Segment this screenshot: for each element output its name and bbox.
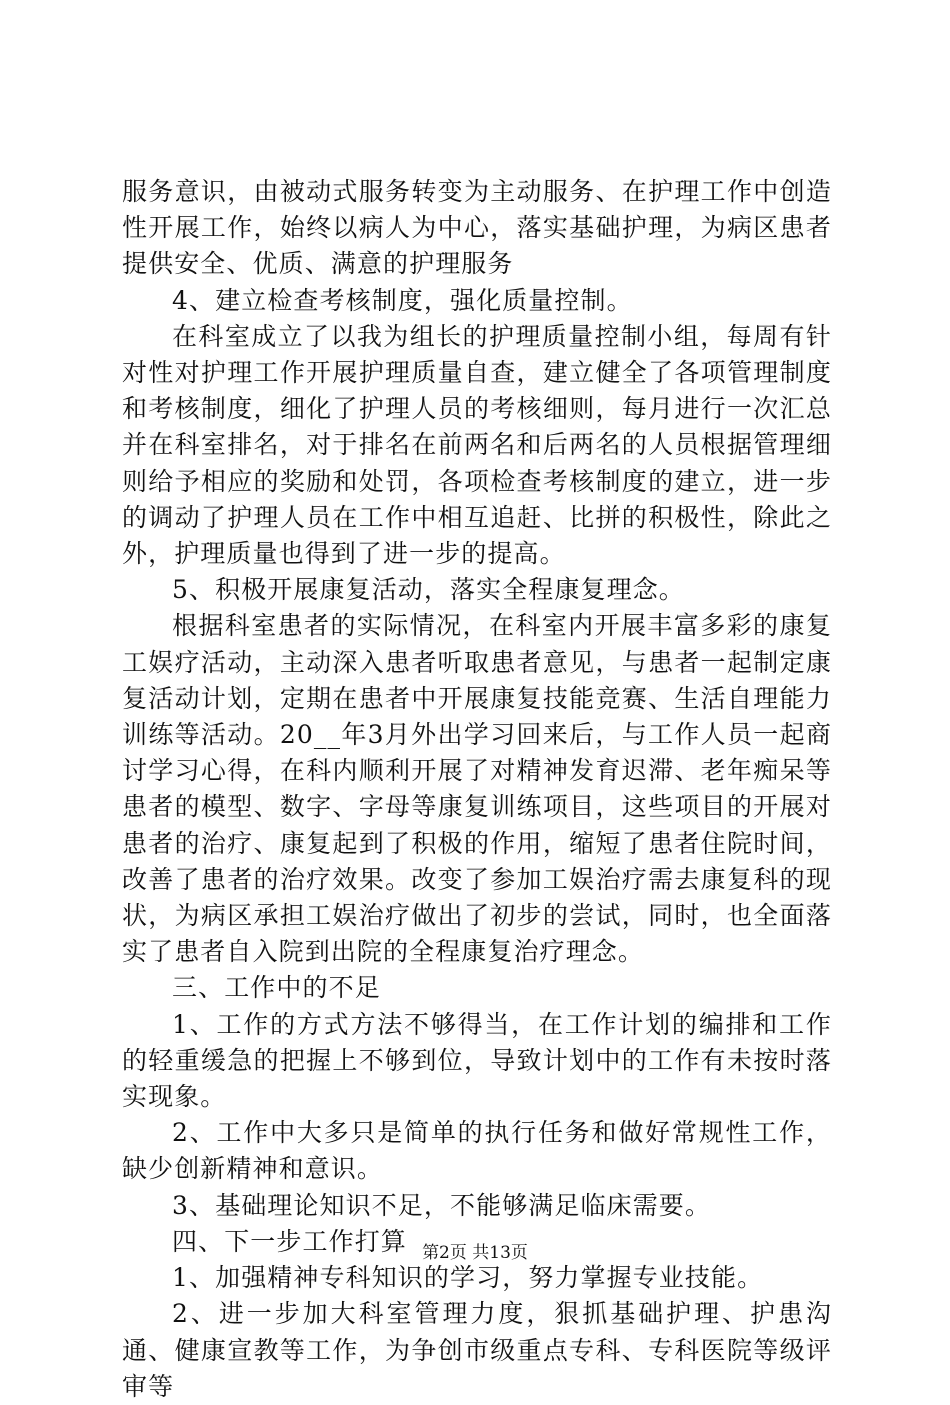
paragraph-7: 1、工作的方式方法不够得当，在工作计划的编排和工作的轻重缓急的把握上不够到位，导致计划中的工作有未按时落实现象。 (122, 1009, 832, 1112)
section-heading-shortcomings: 三、工作中的不足 (172, 973, 381, 1003)
paragraph-8: 2、工作中大多只是简单的执行任务和做好常规性工作，缺少创新精神和意识。 (122, 1118, 832, 1184)
page-number-label: 第2页 共13页 (422, 1243, 528, 1263)
paragraph-12: 2、进一步加大科室管理力度，狠抓基础护理、护患沟通、健康宣教等工作，为争创市级重点专科、专科医院等级评审等 (122, 1299, 832, 1401)
paragraph-2: 4、建立检查考核制度，强化质量控制。 (172, 285, 633, 315)
paragraph-4: 5、积极开展康复活动，落实全程康复理念。 (172, 575, 685, 605)
paragraph-5: 根据科室患者的实际情况，在科室内开展丰富多彩的康复工娱疗活动，主动深入患者听取患者意见，与患者一起制定康复活动计划，定期在患者中开展康复技能竞赛、生活自理能力训练等活动。20__年3月外出学习回来后，与工作人员一起商讨学习心得，在科内顺利开展了对精神发育迟滞、老年痴呆等患者的模型、数字、字母等康复训练项目，这些项目的开展对患者的治疗、康复起到了积极的作用，缩短了患者住院时间，改善了患者的治疗效果。改变了参加工娱治疗需去康复科的现状，为病区承担工娱治疗做出了初步的尝试，同时，也全面落实了患者自入院到出院的全程康复治疗理念。 (122, 611, 832, 967)
paragraph-1: 服务意识，由被动式服务转变为主动服务、在护理工作中创造性开展工作，始终以病人为中心，落实基础护理，为病区患者提供安全、优质、满意的护理服务 (122, 177, 832, 279)
paragraph-9: 3、基础理论知识不足，不能够满足临床需要。 (172, 1190, 712, 1220)
page-footer (0, 1242, 950, 1264)
paragraph-11: 1、加强精神专科知识的学习，努力掌握专业技能。 (172, 1263, 764, 1293)
section-heading-next-steps: 四、下一步工作打算 (172, 1226, 407, 1256)
paragraph-3: 在科室成立了以我为组长的护理质量控制小组，每周有针对性对护理工作开展护理质量自查，建立健全了各项管理制度和考核制度，细化了护理人员的考核细则，每月进行一次汇总并在科室排名，对于排名在前两名和后两名的人员根据管理细则给予相应的奖励和处罚，各项检查考核制度的建立，进一步的调动了护理人员在工作中相互追赶、比拼的积极性，除此之外，护理质量也得到了进一步的提高。 (122, 321, 832, 569)
document-body (122, 174, 832, 1405)
